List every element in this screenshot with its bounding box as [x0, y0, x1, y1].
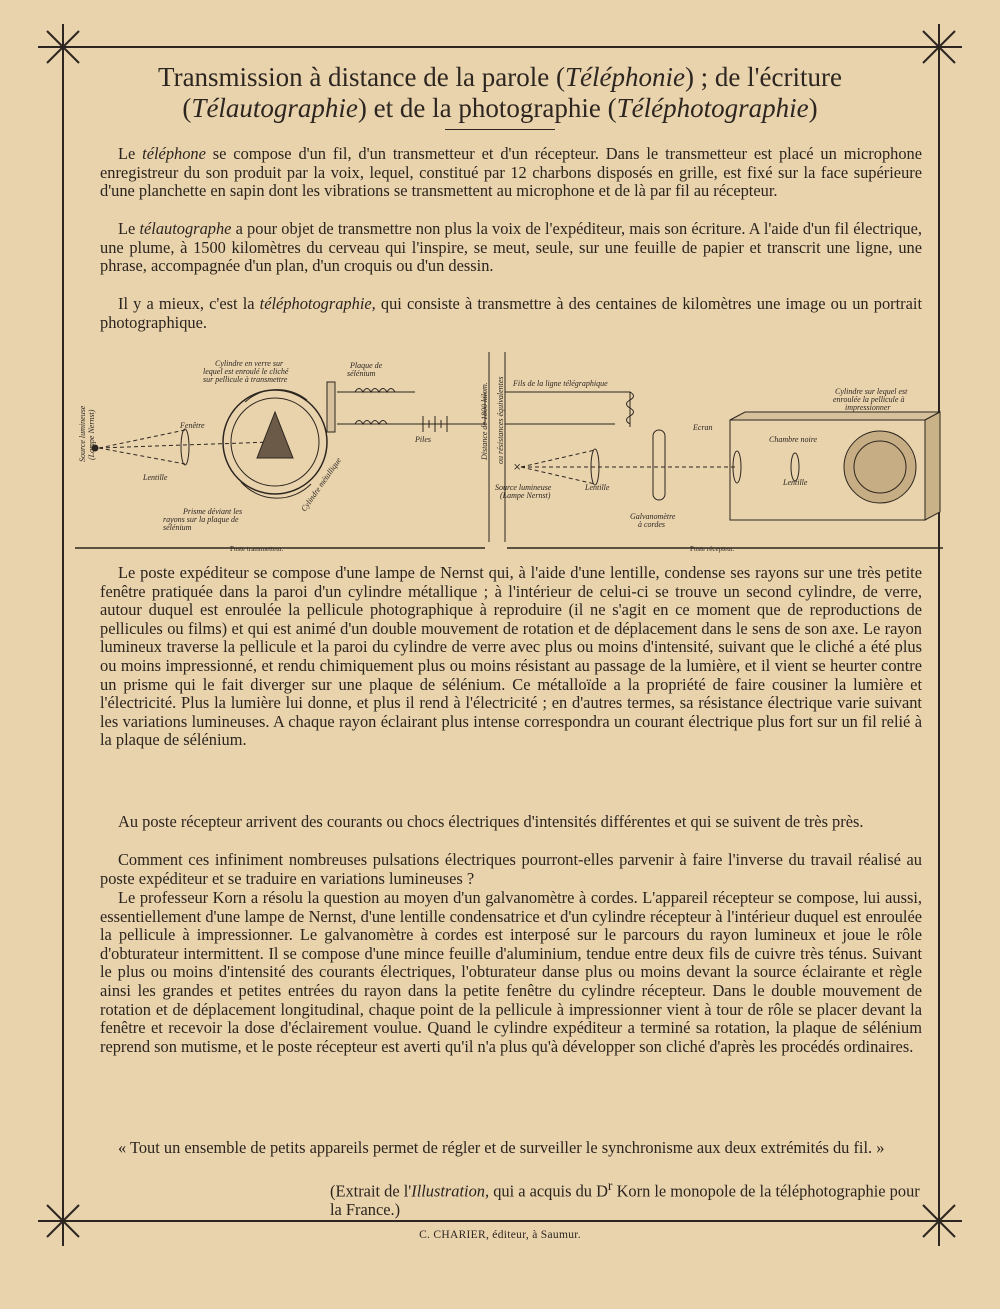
- intro-telautographe-paragraph: Le télautographe a pour objet de transmettre non plus la voix de l'expéditeur, mais son écriture. A l'aide d'un fil électrique, une plume, à 1500 kilomètres du cerveau qui l'inspire, se meut, seule, sur une feuille de papier et transcrit une ligne, une phrase, accompagnée d'un plan, d'un croquis ou d'un dessin.: [100, 219, 922, 276]
- label-galvanometre-2: à cordes: [638, 520, 666, 529]
- frame-bottom-rule: [38, 1220, 962, 1222]
- prism-icon: [257, 412, 293, 458]
- label-fils-ligne: Fils de la ligne télégraphique: [513, 379, 608, 388]
- intro-telephone-paragraph: Le téléphone se compose d'un fil, d'un transmetteur et d'un récepteur. Dans le transmetteur est placé un microphone enregistreur du son produit par la voix, lequel, constitué par 12 charbons disposés en grille, est fixé sur la face supérieure d'une planchette en sapin dont les vibrations se transmettent au microphone et de là par fil au récepteur.: [100, 144, 922, 201]
- label-fenetre: Fenêtre: [180, 421, 205, 430]
- label-cylindre-verre-1: Cylindre en verre sur: [215, 359, 284, 368]
- label-cylindre-metallique: Cylindre métallique: [299, 455, 344, 514]
- body-paragraph-1: Le poste expéditeur se compose d'une lampe de Nernst qui, à l'aide d'une lentille, condense ses rayons sur une très petite fenêtre pratiquée dans la paroi d'un cylindre métallique ; à l'intérieur de celui-ci se trouve un second cylindre, de verre, autour duquel est enroulée la pellicule photographique à reproduire (il ne s'agit en ce moment que de reproductions de pellicules ou films) et qui est animé d'un double mouvement de rotation et de déplacement dans le sens de son axe. Le rayon lumineux traverse la pellicule et la paroi du cylindre de verre avec plus ou moins d'intensité, suivant que le cliché a été plus ou moins impressionné, et rendu chimiquement plus ou moins résistant au passage de la lumière, et il vient se heurter contre un prisme qui le fait diverger sur une plaque de sélénium. Ce métalloïde a la propriété de faire cousiner la lumière et l'électricité. Plus la lumière lui donne, et plus il rend à l'électricité ; en d'autres termes, sa résistance électrique varie suivant les variations lumineuses. A chaque rayon éclairant plus intense correspondra un courant électrique plus fort sur un fil relié à la plaque de sélénium.: [100, 563, 922, 750]
- body-paragraph-3: Comment ces infiniment nombreuses pulsations électriques pourront-elles parvenir à faire l'inverse du travail réalisé au poste expéditeur et se traduire en variations lumineuses ?: [100, 850, 922, 888]
- body-quote: « Tout un ensemble de petits appareils permet de régler et de surveiller le synchronisme aux deux extrémités du fil. »: [118, 1138, 885, 1157]
- corner-star-icon: [915, 23, 963, 71]
- label-source-left: Source lumineuse: [78, 405, 87, 462]
- label-source-right: Source lumineuse: [495, 483, 552, 492]
- label-plaque-1: Plaque de: [350, 361, 383, 370]
- label-prisme-2: rayons sur la plaque de: [163, 515, 239, 524]
- label-galvanometre-1: Galvanomètre: [630, 512, 676, 521]
- body-paragraph-4: Le professeur Korn a résolu la question au moyen d'un galvanomètre à cordes. L'appareil récepteur se compose, lui aussi, essentiellement d'une lampe de Nernst, d'une lentille condensatrice et d'un cylindre récepteur à l'intérieur duquel est enroulée la pellicule à impressionner. Le galvanomètre à cordes est interposé sur le parcours du rayon lumineux et joue le rôle d'obturateur intermittent. Il se compose d'une mince feuille d'aluminium, tendue entre deux fils de cuivre très ténus. Suivant le plus ou moins d'intensité des courants électriques, l'obturateur danse plus ou moins devant la source éclairante et règle ainsi les grandes et petites entrées du rayon dans la petite fenêtre du cylindre récepteur. Dans le double mouvement de rotation et de déplacement longitudinal, chaque point de la pellicule à impressionner vient à tour de rôle se placer devant la fenêtre et recevoir la dose d'éclairement voulue. Quand le cylindre expéditeur a terminé sa rotation, la plaque de sélénium reprend son mutisme, et le poste récepteur est averti qu'il n'a plus qu'à développer son cliché d'après les procédés ordinaires.: [100, 888, 922, 1056]
- label-prisme-1: Prisme déviant les: [183, 507, 243, 516]
- light-source-icon: ×: [513, 462, 522, 473]
- label-lentille-left: Lentille: [143, 473, 168, 482]
- source-credit: (Extrait de l'Illustration, qui a acquis du $D^r$ Korn le monopole de la téléphotographie pour la France.): [330, 1178, 920, 1220]
- label-lentille-right: Lentille: [783, 478, 808, 487]
- label-piles: Piles: [415, 435, 431, 444]
- page-title: [80, 62, 920, 124]
- selenium-plate: [327, 382, 335, 432]
- publisher-footer: C. CHARIER, éditeur, à Saumur.: [419, 1229, 581, 1241]
- receiver-cylinder-icon: [844, 431, 916, 503]
- lens-icon: [791, 453, 799, 481]
- label-lentille-mid: Lentille: [585, 483, 610, 492]
- title-line-2: (Télautographie) et de la photographie (Téléphotographie): [182, 93, 818, 123]
- label-cylindre-recepteur-2: enroulée la pellicule à: [833, 395, 905, 404]
- title-line-1: Transmission à distance de la parole (Téléphonie) ; de l'écriture: [158, 62, 842, 92]
- label-poste-transmetteur: Poste transmetteur.: [230, 545, 284, 553]
- frame-top-rule: [38, 46, 962, 48]
- telephotography-diagram: [75, 342, 945, 557]
- label-nernst-right: (Lampe Nernst): [500, 491, 551, 500]
- label-chambre-noire: Chambre noire: [769, 435, 818, 444]
- title-divider: [445, 129, 555, 130]
- frame-left-rule: [62, 24, 64, 1246]
- label-distance-1: Distance de 1800 kilom.: [480, 382, 489, 460]
- label-nernst-left: (Lampe Nernst): [87, 409, 96, 460]
- intro-telephotographie-paragraph: Il y a mieux, c'est la téléphotographie, qui consiste à transmettre à des centaines de kilomètres une image ou un portrait photographique.: [100, 294, 922, 332]
- label-cylindre-verre-3: sur pellicule à transmettre: [203, 375, 288, 384]
- body-paragraph-2: Au poste récepteur arrivent des courants ou chocs électriques d'intensités différentes et qui se suivent de très près.: [118, 812, 864, 831]
- lens-icon: [181, 429, 189, 465]
- label-poste-recepteur: Poste récepteur.: [690, 545, 735, 553]
- label-plaque-2: sélénium: [347, 369, 376, 378]
- label-prisme-3: sélénium: [163, 523, 192, 532]
- galvanometer-icon: [653, 430, 665, 500]
- label-ecran: Ecran: [693, 423, 713, 432]
- label-cylindre-recepteur-3: impressionner: [845, 403, 891, 412]
- label-distance-2: ou résistances équivalentes: [496, 376, 505, 464]
- frame-right-rule: [938, 24, 940, 1246]
- label-cylindre-recepteur-1: Cylindre sur lequel est: [835, 387, 908, 396]
- label-cylindre-verre-2: lequel est enroulé le cliché: [203, 367, 289, 376]
